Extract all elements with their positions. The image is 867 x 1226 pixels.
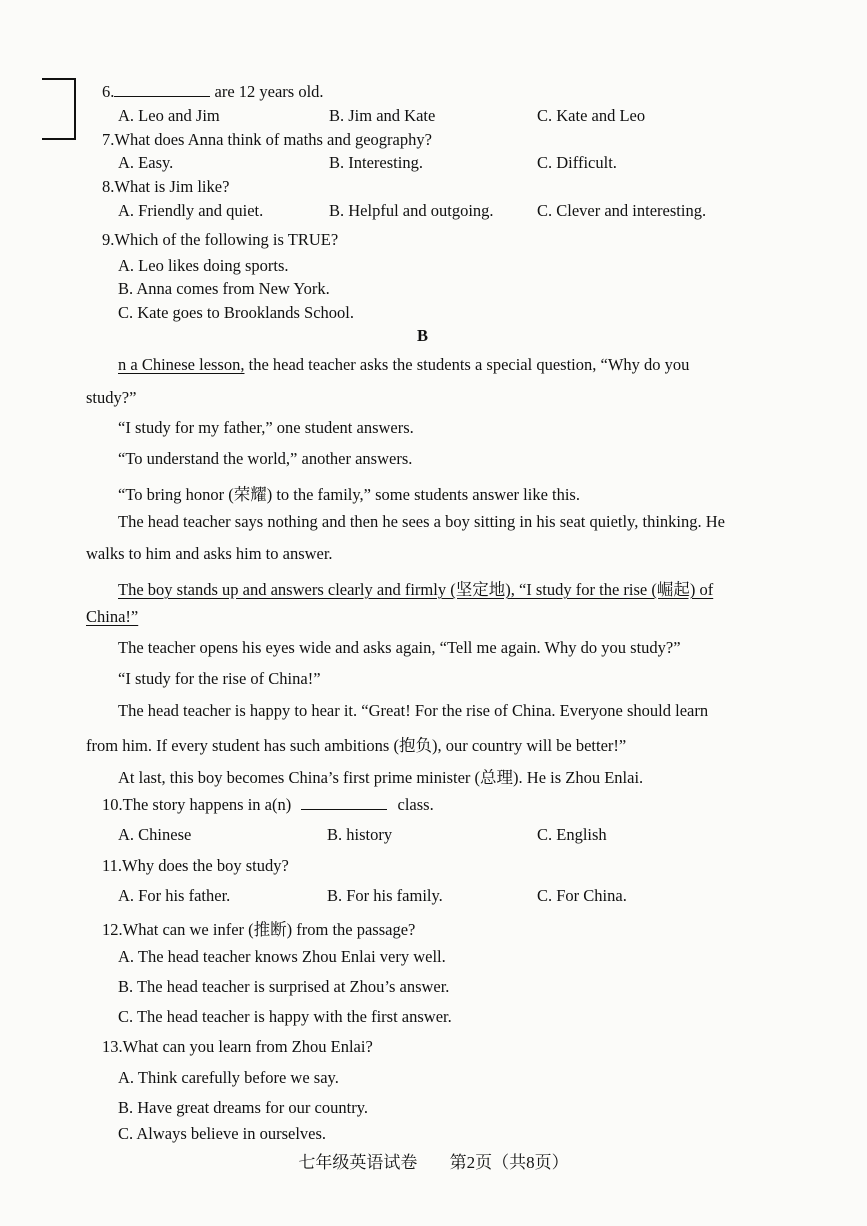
- q10-option-c: C. English: [537, 825, 607, 844]
- passage-paragraph-6: The boy stands up and answers clearly and firmly (坚定地), “I study for the rise (崛起) of: [118, 580, 714, 599]
- q12-option-c: C. The head teacher is happy with the first answer.: [118, 1007, 452, 1026]
- question-10: 10.The story happens in a(n) class.: [102, 795, 434, 814]
- passage-paragraph-9-cont: from him. If every student has such ambitions (抱负), our country will be better!”: [86, 736, 627, 755]
- page-footer: [0, 1148, 867, 1173]
- question-6-stem: are 12 years old.: [214, 82, 324, 101]
- passage-paragraph-1-cont: study?”: [86, 388, 137, 407]
- question-6: [102, 82, 324, 102]
- q13-option-c: C. Always believe in ourselves.: [118, 1124, 327, 1143]
- q8-option-c: C. Clever and interesting.: [537, 201, 707, 220]
- passage-paragraph-4: “To bring honor (荣耀) to the family,” some students answer like this.: [118, 485, 580, 504]
- margin-bracket-mark: [42, 78, 76, 140]
- q11-option-a: A. For his father.: [118, 886, 231, 905]
- exam-title: 七年级英语试卷: [298, 1153, 418, 1172]
- passage-paragraph-5: The head teacher says nothing and then he sees a boy sitting in his seat quietly, thinking. He: [118, 512, 725, 531]
- q9-option-c: C. Kate goes to Brooklands School.: [118, 303, 355, 322]
- section-b-title: B: [417, 326, 429, 345]
- q11-option-c: C. For China.: [537, 886, 627, 905]
- question-7: 7.What does Anna think of maths and geography?: [102, 130, 432, 149]
- passage-paragraph-7: The teacher opens his eyes wide and asks again, “Tell me again. Why do you study?”: [118, 638, 681, 657]
- question-6-number: 6.: [102, 82, 115, 101]
- q13-option-a: A. Think carefully before we say.: [118, 1068, 339, 1087]
- q6-option-a: A. Leo and Jim: [118, 106, 220, 125]
- answer-blank: [114, 82, 210, 97]
- q11-option-b: B. For his family.: [327, 886, 443, 905]
- q6-option-c: C. Kate and Leo: [537, 106, 646, 125]
- question-13: 13.What can you learn from Zhou Enlai?: [102, 1037, 373, 1056]
- passage-paragraph-8: “I study for the rise of China!”: [118, 669, 321, 688]
- passage-paragraph-10: At last, this boy becomes China’s first prime minister (总理). He is Zhou Enlai.: [118, 768, 644, 787]
- question-8: 8.What is Jim like?: [102, 177, 230, 196]
- q7-option-a: A. Easy.: [118, 153, 174, 172]
- passage-paragraph-5-cont: walks to him and asks him to answer.: [86, 544, 333, 563]
- q10-option-b: B. history: [327, 825, 393, 844]
- passage-paragraph-3: “To understand the world,” another answers.: [118, 449, 413, 468]
- q6-option-b: B. Jim and Kate: [329, 106, 436, 125]
- question-11: 11.Why does the boy study?: [102, 856, 289, 875]
- q8-option-b: B. Helpful and outgoing.: [329, 201, 494, 220]
- q12-option-b: B. The head teacher is surprised at Zhou’s answer.: [118, 977, 450, 996]
- passage-paragraph-1: n a Chinese lesson, the head teacher asks the students a special question, “Why do you: [118, 355, 690, 374]
- answer-blank: [301, 795, 387, 810]
- q7-option-b: B. Interesting.: [329, 153, 423, 172]
- q9-option-b: B. Anna comes from New York.: [118, 279, 330, 298]
- question-12: 12.What can we infer (推断) from the passage?: [102, 920, 416, 939]
- passage-paragraph-9: The head teacher is happy to hear it. “Great! For the rise of China. Everyone should learn: [118, 701, 709, 720]
- page-number: 第2页（共8页）: [449, 1153, 569, 1172]
- q8-option-a: A. Friendly and quiet.: [118, 201, 264, 220]
- passage-paragraph-6-cont: China!”: [86, 607, 139, 626]
- passage-paragraph-2: “I study for my father,” one student answers.: [118, 418, 414, 437]
- q12-option-a: A. The head teacher knows Zhou Enlai very well.: [118, 947, 446, 966]
- q7-option-c: C. Difficult.: [537, 153, 617, 172]
- q9-option-a: A. Leo likes doing sports.: [118, 256, 289, 275]
- question-9: 9.Which of the following is TRUE?: [102, 230, 339, 249]
- q10-option-a: A. Chinese: [118, 825, 192, 844]
- q13-option-b: B. Have great dreams for our country.: [118, 1098, 369, 1117]
